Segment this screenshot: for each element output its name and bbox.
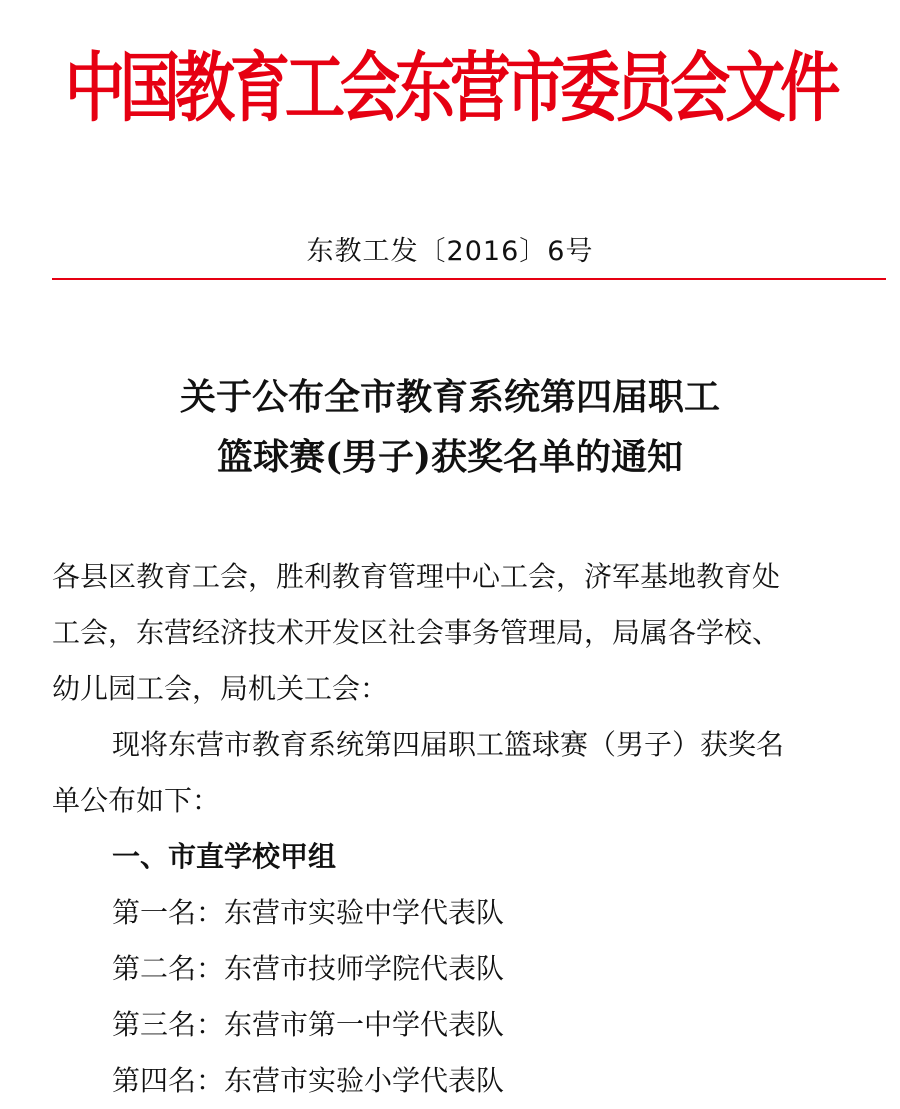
award-item-3: 第三名：东营市第一中学代表队	[112, 1008, 505, 1041]
section-heading: 一、市直学校甲组	[112, 840, 337, 873]
award-item-2: 第二名：东营市技师学院代表队	[112, 952, 505, 985]
award-item-4: 第四名：东营市实验小学代表队	[112, 1064, 505, 1097]
document-header-title: 中国教育工会东营市委员会文件	[64, 43, 836, 133]
notice-title-line-2: 篮球赛(男子)获奖名单的通知	[216, 436, 684, 478]
intro-line-2: 单公布如下：	[52, 784, 221, 817]
intro-line-1: 现将东营市教育系统第四届职工篮球赛（男子）获奖名	[112, 728, 785, 761]
recipients-line-3: 幼儿园工会，局机关工会：	[52, 672, 389, 705]
award-item-1: 第一名：东营市实验中学代表队	[112, 896, 505, 929]
recipients-line-1: 各县区教育工会，胜利教育管理中心工会，济军基地教育处	[52, 560, 781, 593]
recipients-line-2: 工会，东营经济技术开发区社会事务管理局，局属各学校、	[52, 616, 781, 649]
document-number: 东教工发〔2016〕6号	[306, 236, 594, 267]
notice-title-line-1: 关于公布全市教育系统第四届职工	[179, 376, 720, 418]
red-divider-line	[52, 278, 886, 280]
